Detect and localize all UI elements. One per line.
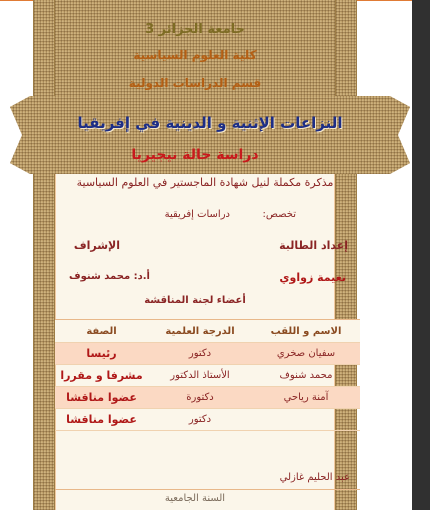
member-rank: دكتورة — [186, 392, 214, 403]
table-row — [55, 387, 360, 409]
table-row — [55, 343, 360, 365]
column-header-name: الاسم و اللقب — [270, 325, 342, 337]
supervision-label: الإشراف — [73, 239, 120, 252]
column-header-role: الصفة — [86, 325, 117, 337]
member-role: عضوا مناقشا — [66, 413, 137, 426]
committee-label: أعضاء لجنة المناقشة — [144, 295, 246, 306]
committee-table-header — [55, 319, 360, 343]
member-role: مشرفا و مقررا — [60, 369, 143, 382]
left-burlap-pillar — [33, 0, 55, 510]
student-label: إعداد الطالبة — [279, 239, 348, 252]
right-burlap-pillar — [335, 0, 357, 510]
member-role: رئيسا — [86, 347, 117, 360]
table-bottom-rule — [55, 489, 360, 490]
member-rank: دكتور — [188, 414, 212, 425]
member-name — [252, 409, 360, 430]
department-name: قسم الدراسات الدولية — [128, 76, 262, 90]
specialty-label: تخصص: — [262, 209, 296, 220]
table-row — [55, 365, 360, 387]
thesis-subtitle: دراسة حالة نيجيريا — [131, 147, 259, 163]
member-rank: دكتور — [188, 348, 212, 359]
column-header-rank: الدرجة العلمية — [165, 325, 235, 337]
faculty-name: كلية العلوم السياسية — [133, 48, 257, 62]
member-name: آمنة رياحي — [283, 392, 329, 403]
table-row — [55, 409, 360, 431]
student-name: نعيمة زواوي — [279, 271, 346, 284]
specialty-value: دراسات إفريقية — [164, 209, 230, 220]
university-name: جامعة الجزائر 3 — [145, 22, 245, 37]
member-rank: الأستاذ الدكتور — [170, 370, 230, 381]
committee-table — [55, 319, 360, 431]
member-name: سفيان صخري — [276, 348, 336, 359]
thesis-purpose: مذكرة مكملة لنيل شهادة الماجستير في العلوم السياسية — [76, 176, 334, 189]
member-role: عضوا مناقشا — [66, 391, 137, 404]
supervisor-name: أ.د: محمد شنوف — [68, 271, 150, 282]
committee-extra-member-name: عبد الحليم غازلي — [279, 472, 350, 483]
member-name: محمد شنوف — [279, 370, 333, 381]
academic-year-label: السنة الجامعية — [164, 493, 226, 504]
thesis-title: النزاعات الإثنية و الدينية في إفريقيا — [77, 114, 343, 132]
